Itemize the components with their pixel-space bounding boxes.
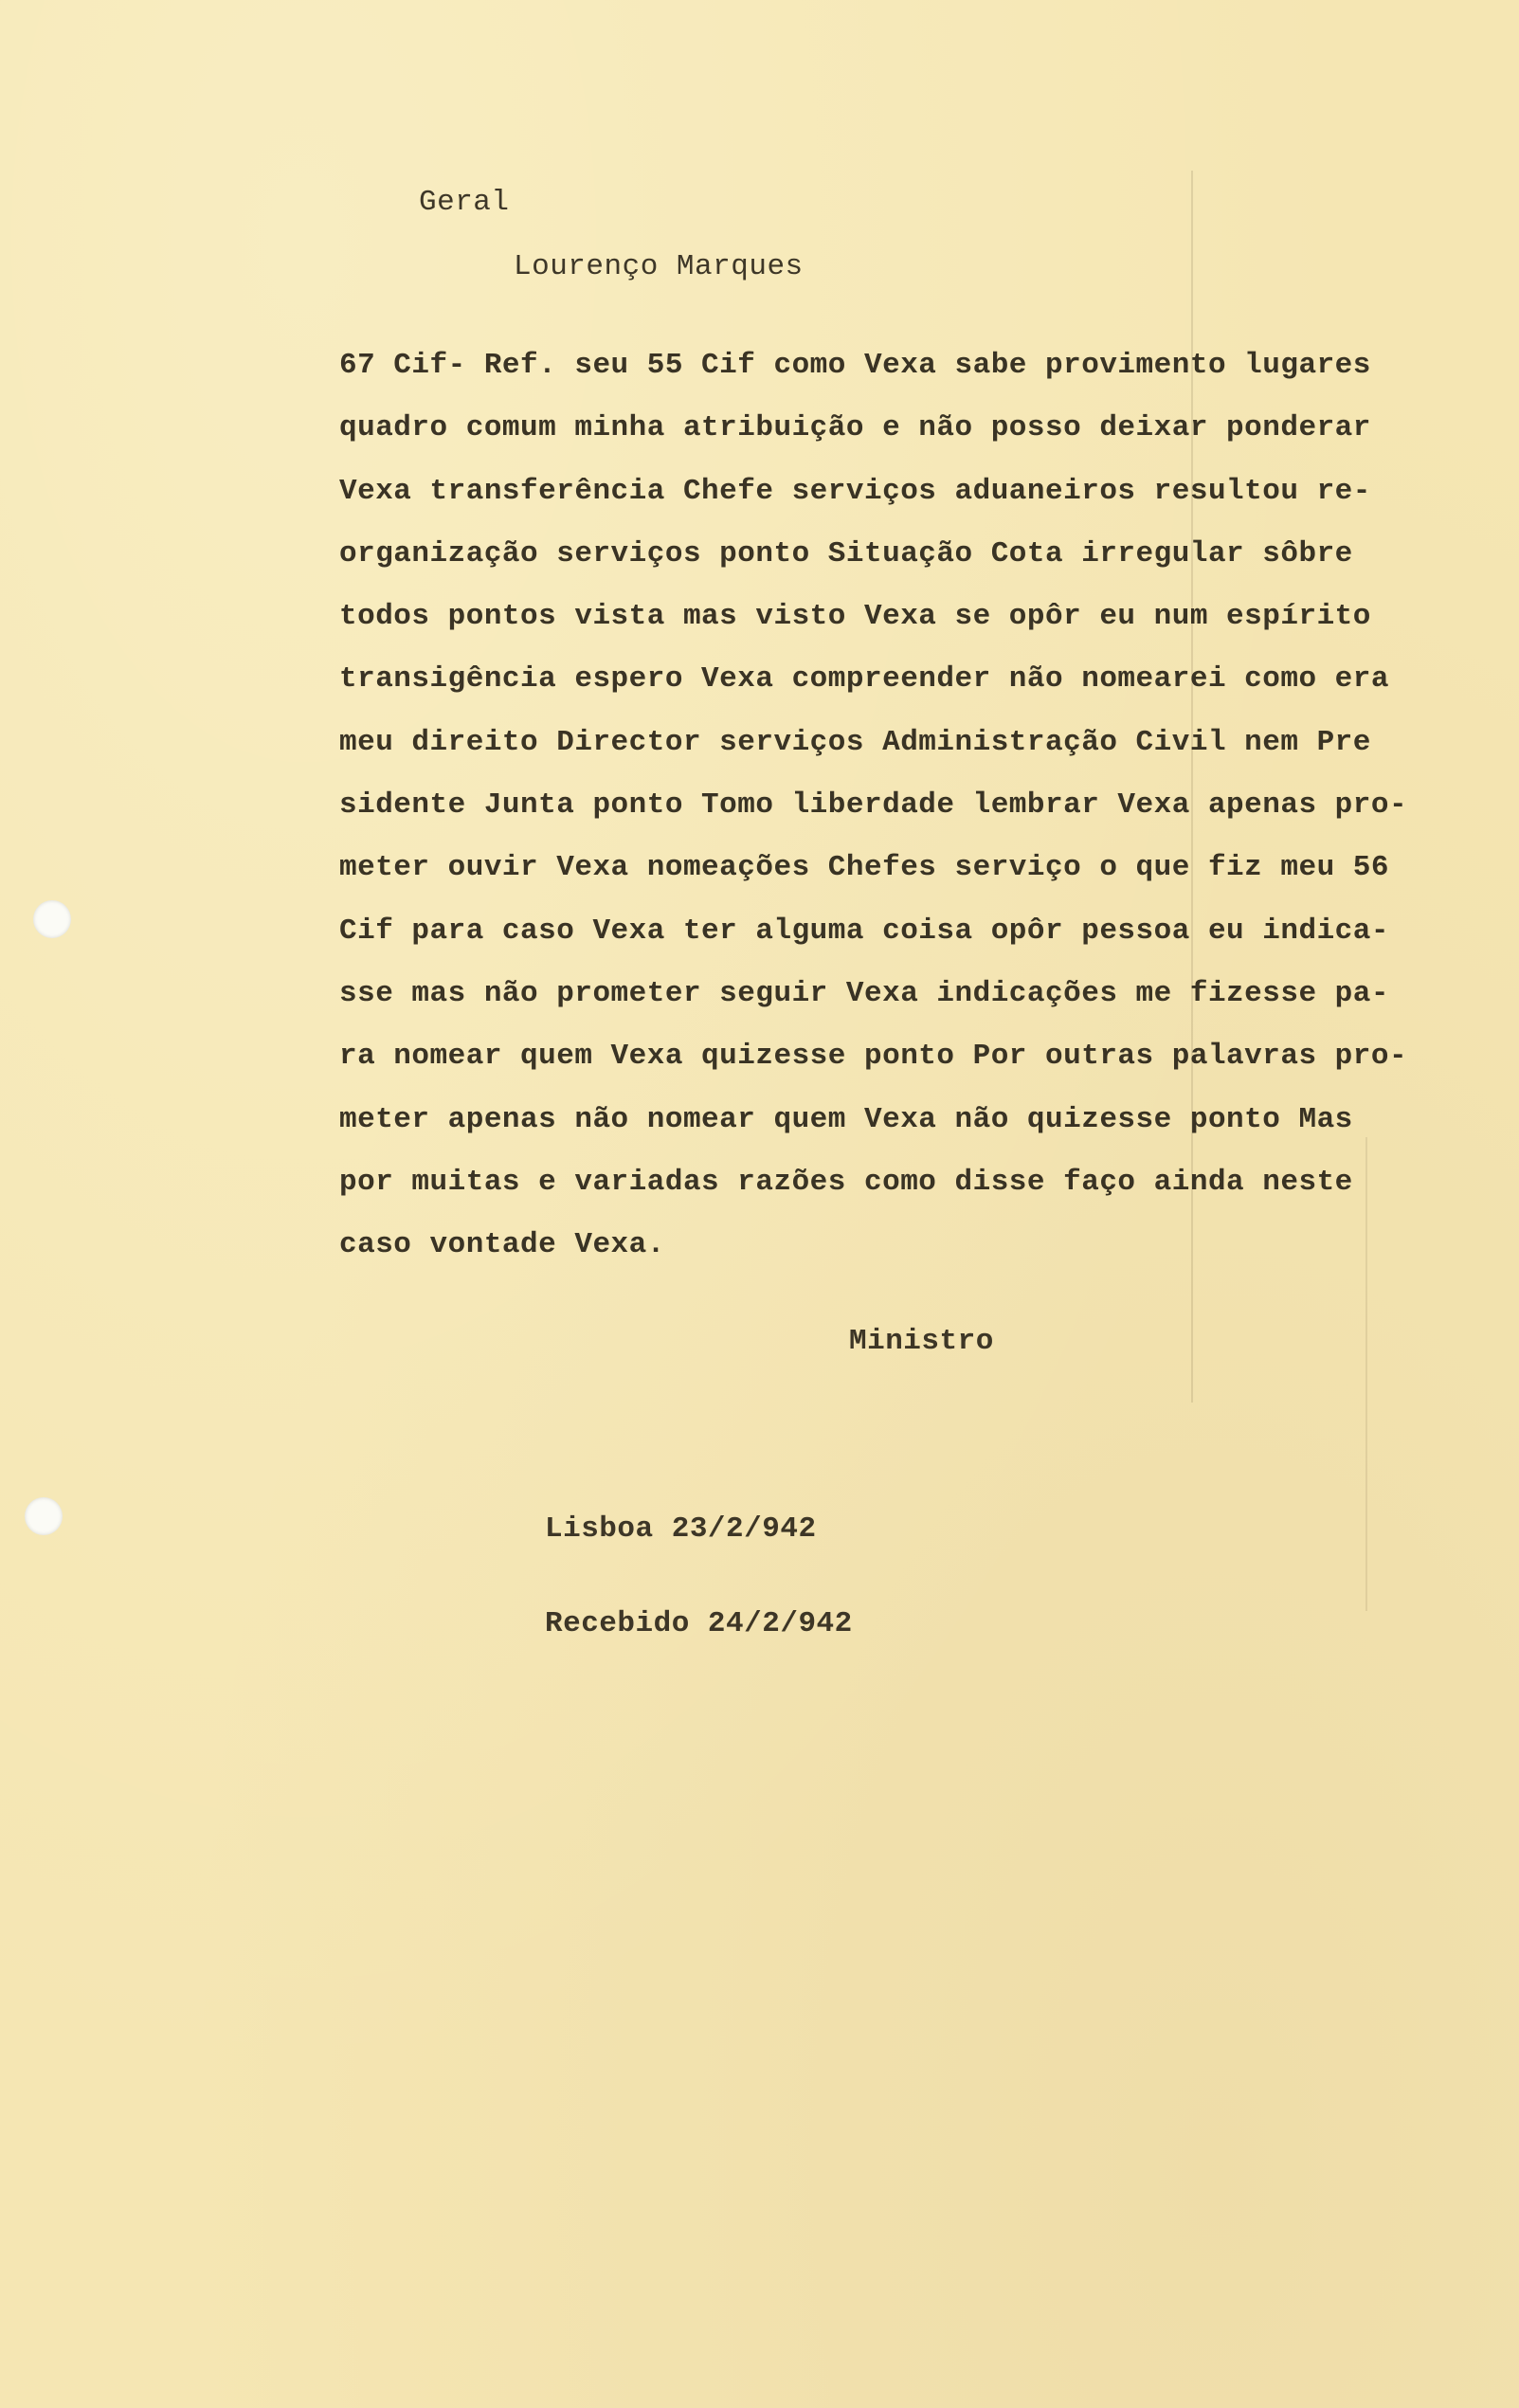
place-date: Lisboa 23/2/942	[545, 1512, 817, 1546]
body-line: organização serviços ponto Situação Cota irregular sôbre	[339, 536, 1353, 570]
destination-heading: Lourenço Marques	[514, 250, 804, 283]
received-date: Recebido 24/2/942	[545, 1607, 853, 1640]
body-line: quadro comum minha atribuição e não posso deixar ponderar	[339, 411, 1371, 445]
body-line: Cif para caso Vexa ter alguma coisa opôr pessoa eu indica-	[339, 914, 1389, 948]
punch-hole-top	[33, 900, 71, 938]
body-line: meu direito Director serviços Administração Civil nem Pre	[339, 725, 1371, 759]
body-line: Vexa transferência Chefe serviços aduaneiros resultou re-	[339, 474, 1371, 508]
body-line: ra nomear quem Vexa quizesse ponto Por outras palavras pro-	[339, 1040, 1408, 1074]
body-line: transigência espero Vexa compreender não nomearei como era	[339, 662, 1389, 697]
body-line: sidente Junta ponto Tomo liberdade lembrar Vexa apenas pro-	[339, 788, 1408, 823]
punch-hole-bottom	[25, 1497, 63, 1535]
body-line: meter ouvir Vexa nomeações Chefes serviço o que fiz meu 56	[339, 851, 1389, 885]
body-line: sse mas não prometer seguir Vexa indicações me fizesse pa-	[339, 976, 1389, 1010]
body-line: todos pontos vista mas visto Vexa se opôr eu num espírito	[339, 600, 1371, 634]
body-line: por muitas e variadas razões como disse faço ainda neste	[339, 1165, 1353, 1199]
body-line: caso vontade Vexa.	[339, 1228, 665, 1262]
signature: Ministro	[849, 1325, 994, 1358]
body-line: 67 Cif- Ref. seu 55 Cif como Vexa sabe provimento lugares	[339, 349, 1371, 382]
body-line: meter apenas não nomear quem Vexa não quizesse ponto Mas	[339, 1102, 1353, 1136]
telegram-body	[339, 347, 1467, 1289]
addressee-heading: Geral	[419, 186, 510, 219]
